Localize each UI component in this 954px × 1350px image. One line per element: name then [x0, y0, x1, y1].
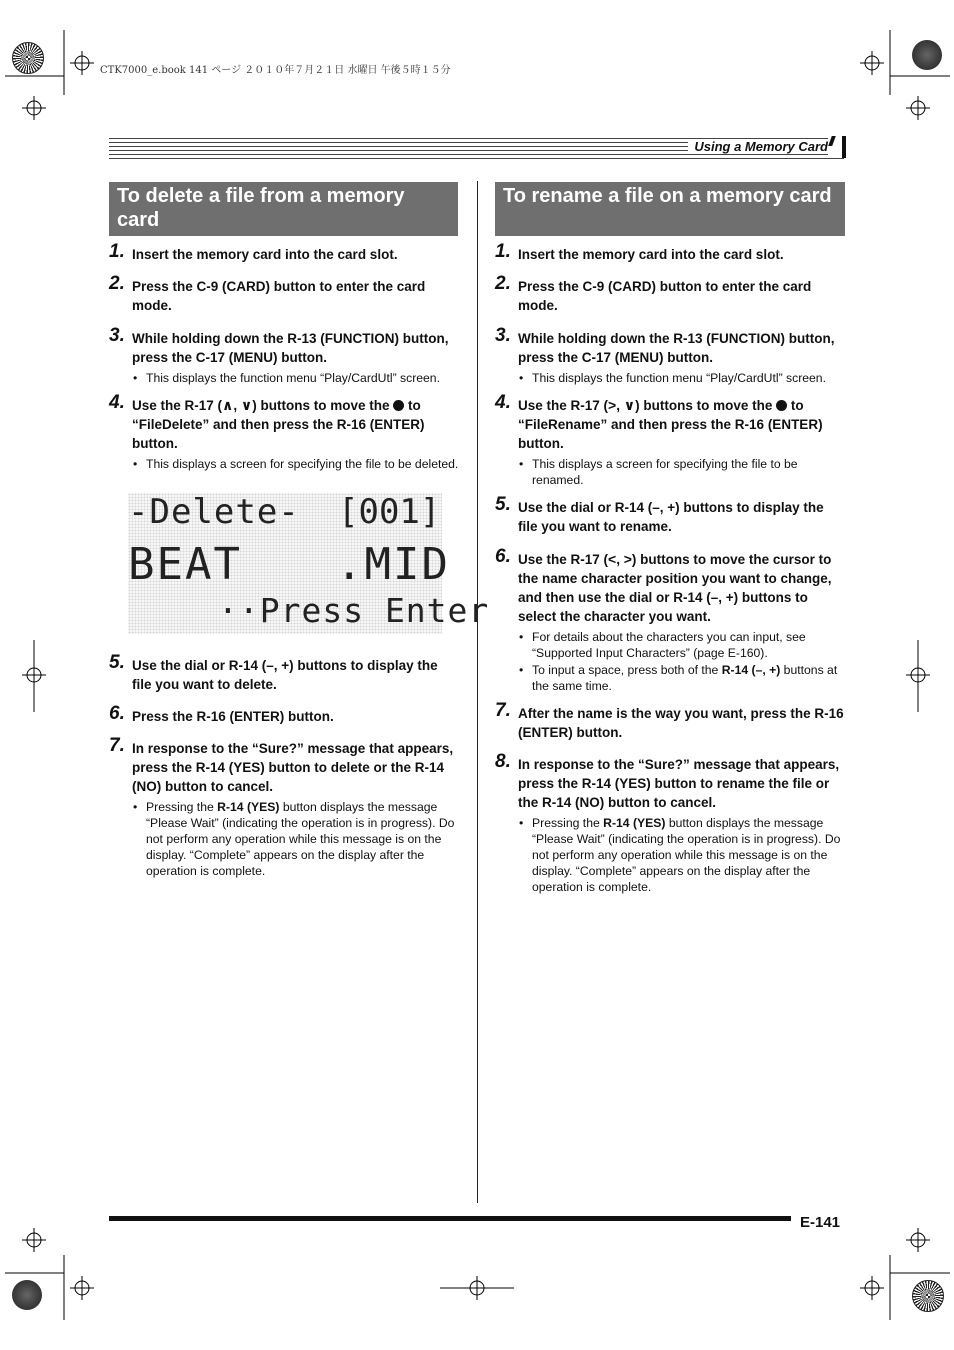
- left-arrow-icon: <: [608, 551, 617, 567]
- step-rename-4: [495, 392, 845, 488]
- cursor-dot-icon: [776, 400, 787, 411]
- step-number: 5.: [495, 494, 511, 515]
- separator: ,: [616, 398, 624, 413]
- section-heading-rename: To rename a file on a memory card: [495, 182, 845, 236]
- down-arrow-icon: ∨: [623, 397, 636, 413]
- lcd-line-2-right: .MID: [336, 539, 450, 590]
- step-text-part: ) buttons to move the: [635, 398, 777, 413]
- step-note: [132, 799, 459, 879]
- step-note: • This displays the function menu “Play/CardUtl” screen.: [132, 370, 459, 386]
- step-note: [518, 815, 845, 895]
- step-number: 3.: [495, 325, 511, 346]
- step-text: [518, 550, 845, 626]
- separator: ,: [616, 552, 624, 567]
- step-number: 8.: [495, 751, 511, 772]
- step-text: [518, 396, 845, 453]
- header-rule: [109, 158, 844, 159]
- step-rename-6: [495, 546, 845, 694]
- step-rename-2: [495, 273, 845, 315]
- note-text: button displays the message “Please Wait” (indicating the operation is in progress). Do not perform any operation while this message is on the display. “Complete” appears on the display after the operation is complete.: [146, 800, 455, 878]
- step-note: • For details about the characters you can input, see “Supported Input Characters” (page E-160).: [518, 629, 845, 661]
- lcd-line-1-right: [001]: [338, 492, 441, 532]
- note-bold: R-14 (YES): [603, 816, 666, 830]
- step-number: 4.: [495, 392, 511, 413]
- step-delete-4: [109, 392, 459, 472]
- step-rename-5: [495, 494, 845, 536]
- step-delete-3: [109, 325, 459, 386]
- section-heading-delete: To delete a file from a memory card: [109, 182, 458, 236]
- note-text: buttons at the same time.: [532, 663, 838, 693]
- step-rename-3: [495, 325, 845, 386]
- right-arrow-icon: >: [623, 551, 632, 567]
- header-rule: [109, 154, 844, 155]
- step-text-part: Use the R-17 (: [132, 398, 223, 413]
- step-text: Press the C-9 (CARD) button to enter the card mode.: [518, 279, 812, 313]
- step-number: 6.: [495, 546, 511, 567]
- step-number: 1.: [495, 241, 511, 262]
- cursor-dot-icon: [393, 400, 404, 411]
- step-number: 4.: [109, 392, 125, 413]
- step-number: 5.: [109, 652, 125, 673]
- lcd-display-illustration: [128, 492, 490, 634]
- step-text: While holding down the R-13 (FUNCTION) button, press the C-17 (MENU) button.: [518, 331, 835, 365]
- music-note-icon: [828, 136, 846, 158]
- lcd-line-2-left: BEAT: [128, 539, 242, 590]
- step-text: Use the dial or R-14 (–, +) buttons to display the file you want to delete.: [132, 658, 438, 692]
- step-number: 7.: [109, 735, 125, 756]
- note-text: Pressing the: [146, 800, 218, 814]
- step-text: Insert the memory card into the card slot.: [132, 247, 398, 262]
- step-rename-7: [495, 700, 845, 742]
- note-bold: R-14 (YES): [217, 800, 280, 814]
- step-delete-2: [109, 273, 459, 315]
- step-number: 6.: [109, 703, 125, 724]
- step-text: Insert the memory card into the card slot.: [518, 247, 784, 262]
- step-number: 3.: [109, 325, 125, 346]
- step-text-part: Use the R-17 (: [518, 398, 609, 413]
- step-text-part: to “FileRename” and then press the R-16 (ENTER) button.: [518, 398, 823, 451]
- note-text: button displays the message “Please Wait” (indicating the operation is in progress). Do not perform any operation while this message is on the display. “Complete” appears on the display after the operation is complete.: [532, 816, 841, 894]
- step-text: After the name is the way you want, press the R-16 (ENTER) button.: [518, 706, 844, 740]
- step-rename-8: [495, 751, 845, 895]
- note-bold: R-14 (–, +): [721, 663, 781, 677]
- step-delete-7: [109, 735, 459, 879]
- step-number: 2.: [109, 273, 125, 294]
- note-text: Pressing the: [532, 816, 604, 830]
- note-text: To input a space, press both of the: [532, 663, 722, 677]
- step-text: While holding down the R-13 (FUNCTION) button, press the C-17 (MENU) button.: [132, 331, 449, 365]
- step-text: In response to the “Sure?” message that appears, press the R-14 (YES) button to delete or the R-14 (NO) button to cancel.: [132, 741, 454, 794]
- up-arrow-icon: ∧: [222, 397, 234, 413]
- step-text-part: ) buttons to move the: [252, 398, 394, 413]
- step-note: • This displays the function menu “Play/CardUtl” screen.: [518, 370, 845, 386]
- step-delete-5: [109, 652, 459, 694]
- right-arrow-icon: >: [608, 397, 617, 413]
- lcd-line-1-left: -Delete-: [128, 492, 300, 532]
- step-text: In response to the “Sure?” message that appears, press the R-14 (YES) button to rename the file or the R-14 (NO) button to cancel.: [518, 757, 840, 810]
- step-text: Use the dial or R-14 (–, +) buttons to display the file you want to rename.: [518, 500, 824, 534]
- step-delete-6: [109, 703, 459, 726]
- step-number: 2.: [495, 273, 511, 294]
- footer-rule: [109, 1216, 791, 1221]
- running-header-title: Using a Memory Card: [688, 139, 828, 154]
- step-note: [518, 662, 845, 694]
- step-number: 7.: [495, 700, 511, 721]
- step-text: Press the C-9 (CARD) button to enter the card mode.: [132, 279, 426, 313]
- column-divider: [477, 181, 478, 1203]
- lcd-line-3: ··Press Enter: [218, 591, 490, 630]
- step-text: Press the R-16 (ENTER) button.: [132, 709, 334, 724]
- step-number: 1.: [109, 241, 125, 262]
- print-header: CTK7000_e.book 141 ページ ２０１０年７月２１日 水曜日 午後５時１５分: [100, 65, 451, 76]
- step-text: [132, 396, 459, 453]
- step-text-part: ) buttons to move the cursor to the name character position you want to change, and then use the dial or R-14 (–, +) buttons to select the character you want.: [518, 552, 832, 624]
- step-delete-1: [109, 241, 459, 264]
- step-text-part: Use the R-17 (: [518, 552, 609, 567]
- separator: ,: [233, 398, 241, 413]
- step-note: • This displays a screen for specifying the file to be renamed.: [518, 456, 845, 488]
- page-number: E-141: [800, 1214, 841, 1231]
- step-rename-1: [495, 241, 845, 264]
- step-note: • This displays a screen for specifying the file to be deleted.: [132, 456, 459, 472]
- down-arrow-icon: ∨: [240, 397, 253, 413]
- step-text-part: to “FileDelete” and then press the R-16 (ENTER) button.: [132, 398, 425, 451]
